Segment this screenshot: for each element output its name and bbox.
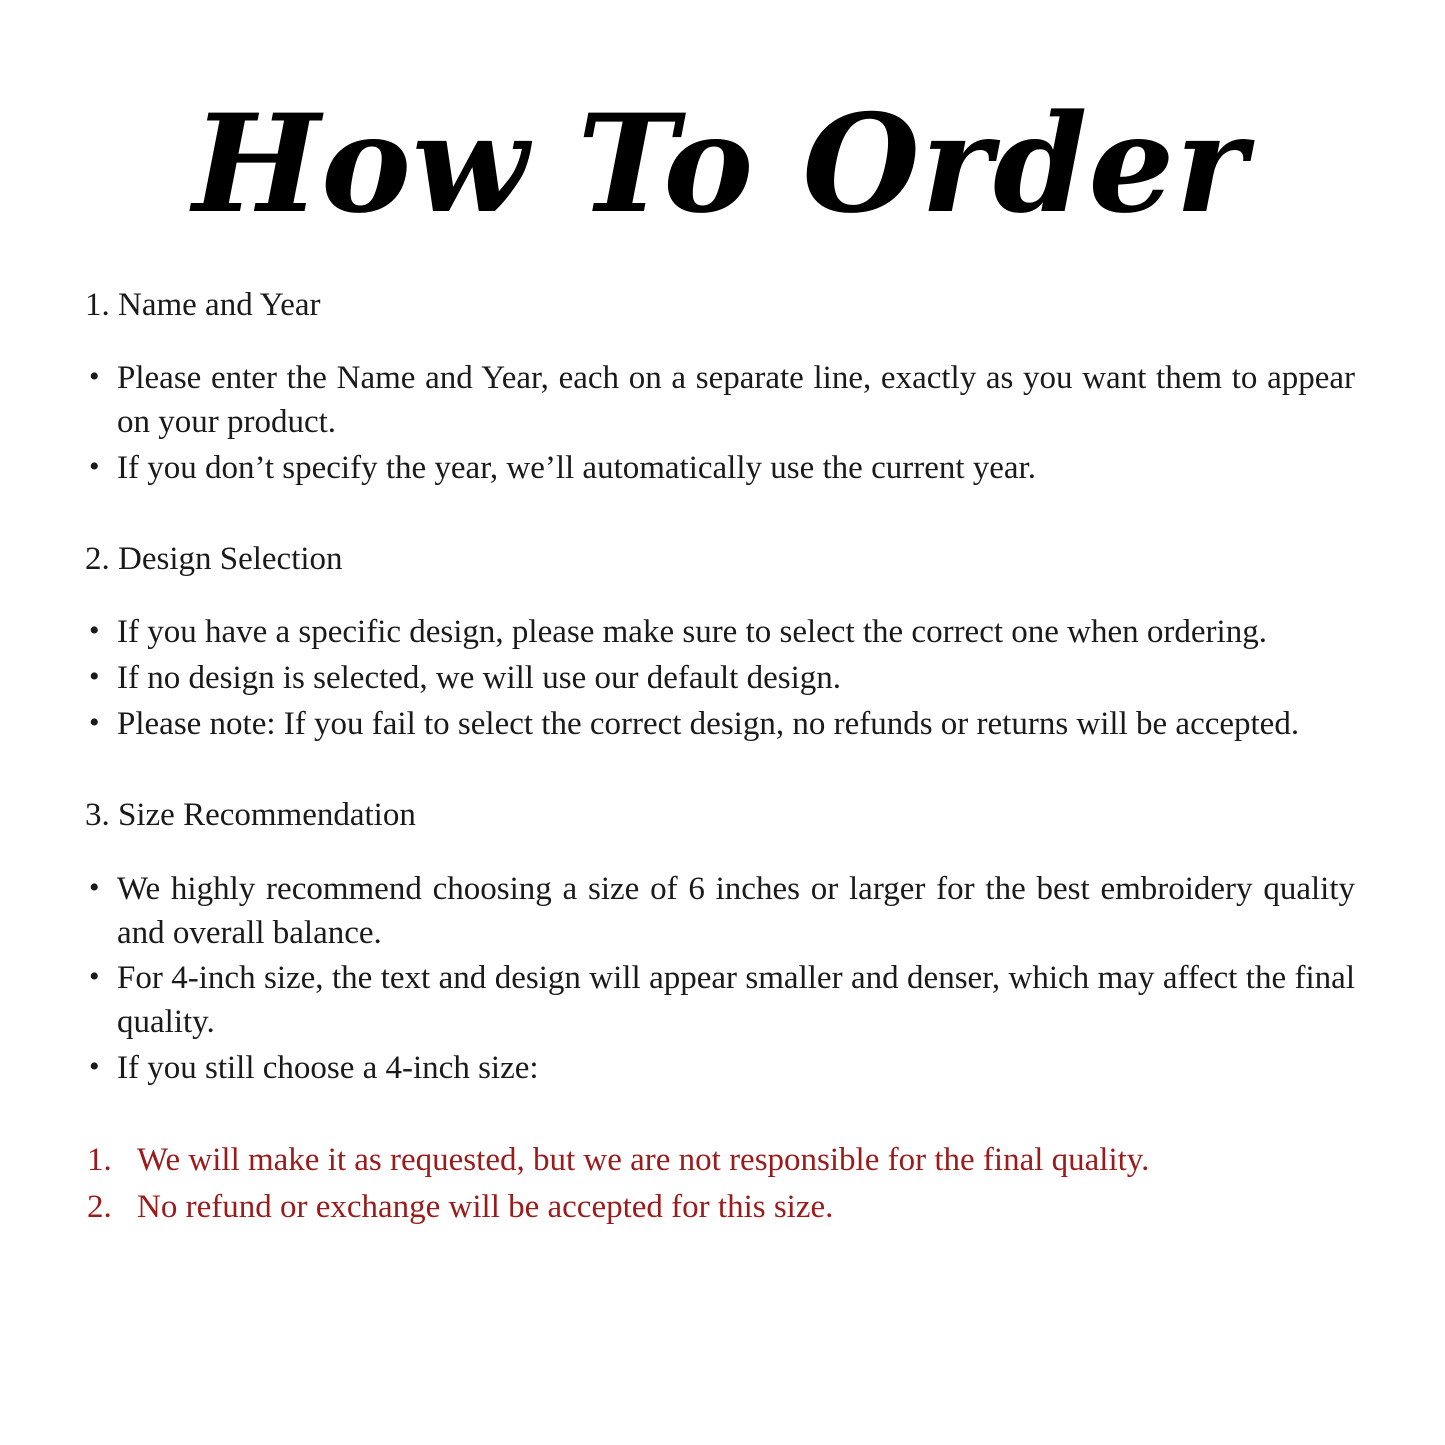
bullet-list-size-recommendation xyxy=(85,868,1355,1091)
list-item: • If no design is selected, we will use our default design. xyxy=(85,657,1355,701)
section-heading-name-and-year: 1. Name and Year xyxy=(85,286,321,323)
list-item: • Please enter the Name and Year, each on a separate line, exactly as you want them to appear on your product. xyxy=(85,357,1355,445)
list-item: • If you still choose a 4-inch size: xyxy=(85,1047,1355,1091)
warning-number: 2. xyxy=(87,1188,112,1225)
bullet-list-design-selection xyxy=(85,611,1355,747)
list-item: • We highly recommend choosing a size of 6 inches or larger for the best embroidery quality and overall balance. xyxy=(85,868,1355,956)
warning-text: No refund or exchange will be accepted for this size. xyxy=(137,1188,834,1225)
list-item: • If you don’t specify the year, we’ll automatically use the current year. xyxy=(85,447,1355,491)
list-item: • If you have a specific design, please make sure to select the correct one when ordering. xyxy=(85,611,1355,655)
list-item: • Please note: If you fail to select the correct design, no refunds or returns will be accepted. xyxy=(85,703,1355,747)
warning-number: 1. xyxy=(87,1142,112,1179)
bullet-list-name-and-year xyxy=(85,357,1355,491)
list-item: • For 4-inch size, the text and design will appear smaller and denser, which may affect the final quality. xyxy=(85,957,1355,1045)
page-title: How To Order xyxy=(192,84,1248,243)
section-heading-design-selection: 2. Design Selection xyxy=(85,540,343,577)
list-item xyxy=(85,1184,1355,1231)
section-heading-size-recommendation: 3. Size Recommendation xyxy=(85,797,416,834)
list-item xyxy=(85,1137,1355,1184)
warning-list xyxy=(85,1137,1355,1231)
warning-text: We will make it as requested, but we are not responsible for the final quality. xyxy=(137,1142,1150,1179)
